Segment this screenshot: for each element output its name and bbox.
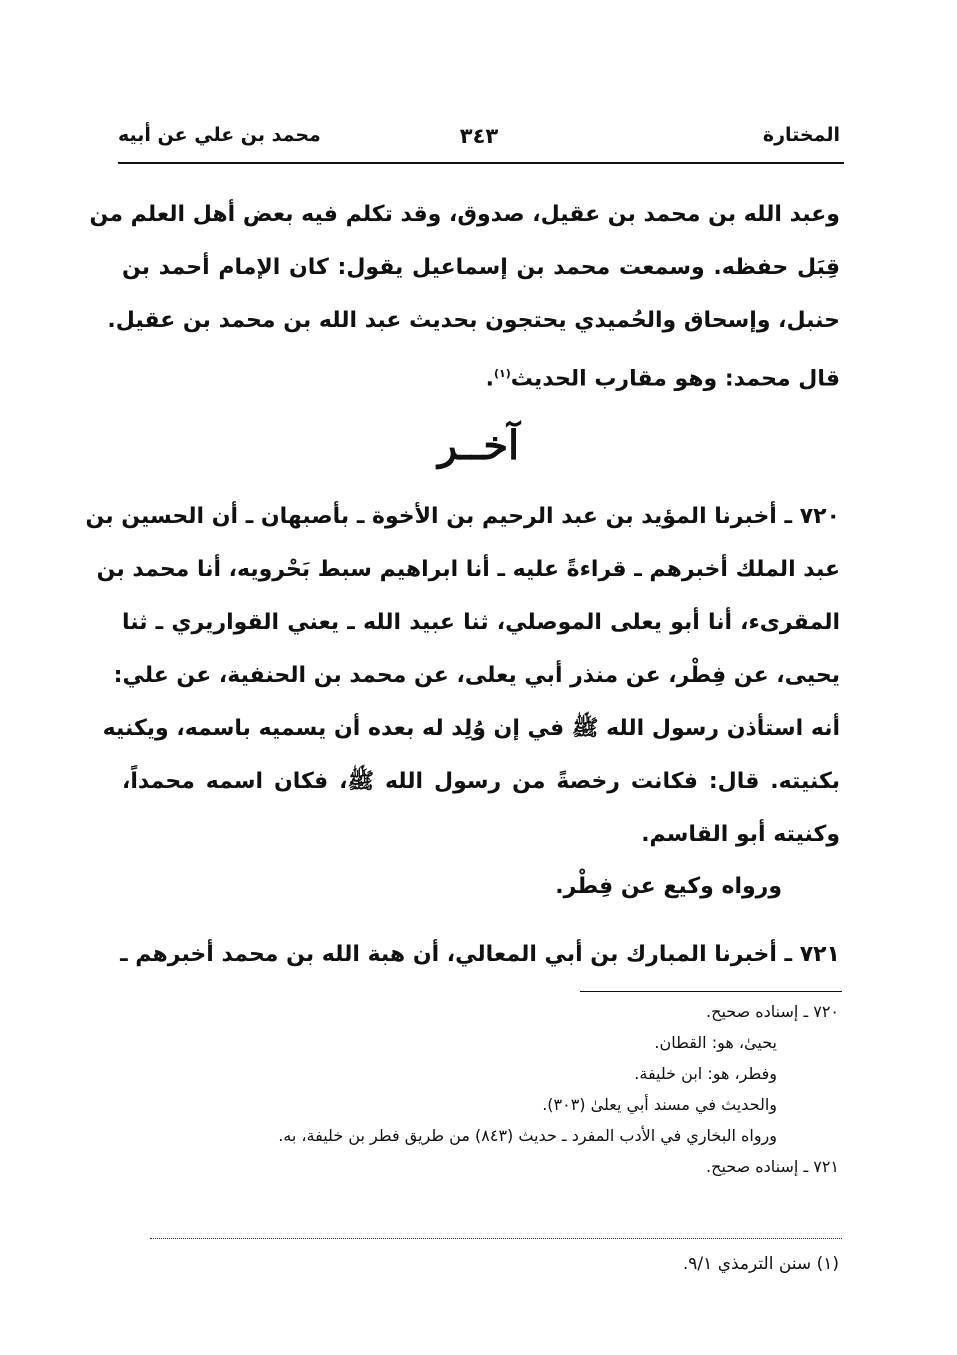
section-title: آخــر	[437, 422, 520, 469]
text-line	[122, 347, 840, 400]
book-title: المختارة	[762, 124, 840, 146]
text-line: ٧٢١ ـ أخبرنا المبارك بن أبي المعالي، أن هبة الله بن محمد أخبرهم ـ	[120, 942, 840, 967]
text-line-content: قال محمد: وهو مقارب الحديث	[510, 366, 840, 392]
footnote-mark: (١)	[493, 367, 511, 380]
text-line: أنه استأذن رسول الله ﷺ في إن وُلِد له بعده أن يسميه باسمه، ويكنيه	[102, 716, 840, 741]
notes-rule	[580, 991, 842, 992]
text-line: بكنيته. قال: فكانت رخصةً من رسول الله ﷺ، فكان اسمه محمداً،	[122, 769, 840, 794]
text-line: ٧٢٠ ـ أخبرنا المؤيد بن عبد الرحيم بن الأخوة ـ بأصبهان ـ أن الحسين بن	[85, 504, 840, 529]
note-line: وفطر، هو: ابن خليفة.	[634, 1064, 777, 1083]
page-number: ٣٤٣	[459, 124, 499, 148]
end-punctuation: .	[485, 366, 494, 392]
text-line: قِبَل حفظه. وسمعت محمد بن إسماعيل يقول: كان الإمام أحمد بن	[122, 255, 840, 280]
header-rule	[118, 162, 844, 164]
takhrij-notes	[139, 996, 839, 1182]
hadith-720	[85, 490, 840, 861]
running-header	[118, 118, 840, 158]
note-line: والحديث في مسند أبي يعلىٰ (٣٠٣).	[542, 1095, 777, 1114]
text-line: وعبد الله بن محمد بن عقيل، صدوق، وقد تكلم فيه بعض أهل العلم من	[89, 202, 840, 227]
note-line: ٧٢٠ ـ إسناده صحيح.	[706, 1002, 839, 1021]
text-line: عبد الملك أخبرهم ـ قراءةً عليه ـ أنا ابراهيم سبط بَحْرويه، أنا محمد بن	[96, 557, 840, 582]
chapter-title: محمد بن علي عن أبيه	[118, 124, 321, 146]
hadith-721	[122, 930, 840, 980]
paragraph-commentary	[89, 188, 840, 400]
text-line: يحيى، عن فِطْر، عن منذر أبي يعلى، عن محمد بن الحنفية، عن علي:	[113, 663, 840, 688]
text-line: وكنيته أبو القاسم.	[641, 822, 840, 847]
text-line: حنبل، وإسحاق والحُميدي يحتجون بحديث عبد الله بن محمد بن عقيل.	[107, 308, 840, 333]
footnote-rule	[150, 1238, 842, 1239]
note-line: ٧٢١ ـ إسناده صحيح.	[706, 1157, 839, 1176]
note-line: يحيىٰ، هو: القطان.	[654, 1033, 777, 1052]
footnote: (١) سنن الترمذي ٩/١.	[682, 1254, 839, 1274]
riwaya-note: ورواه وكيع عن فِطْر.	[555, 874, 782, 899]
note-line: ورواه البخاري في الأدب المفرد ـ حديث (٨٤٣) من طريق فطر بن خليفة، به.	[278, 1126, 777, 1145]
text-line: المقرىء، أنا أبو يعلى الموصلي، ثنا عبيد الله ـ يعني القواريري ـ ثنا	[122, 610, 840, 635]
